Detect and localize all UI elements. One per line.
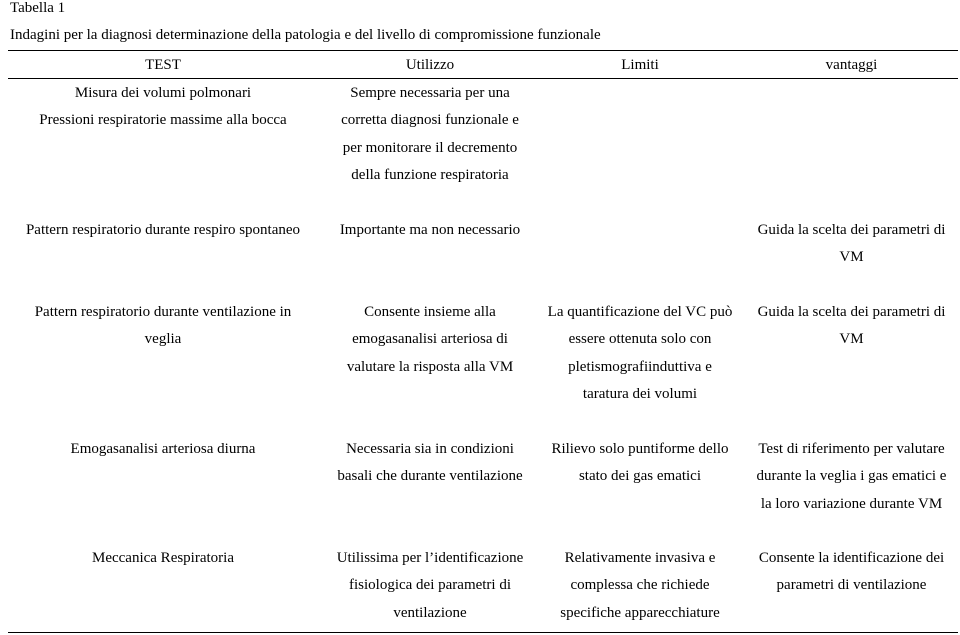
row-2-vantaggi-line: VM [839, 249, 864, 266]
row-4-limiti [540, 436, 740, 491]
row-3-test-line: Pattern respiratorio durante ventilazione in [34, 304, 292, 320]
row-3-vantaggi [743, 299, 960, 354]
row-3-test-line: veglia [144, 331, 182, 348]
row-4-utilizzo [320, 436, 540, 491]
row-3-utilizzo-line: Consente insieme alla [364, 304, 496, 320]
row-1-utilizzo-line: Sempre necessaria per una [350, 85, 510, 101]
row-3-utilizzo-line: emogasanalisi arteriosa di [352, 331, 508, 348]
row-2-utilizzo-line: Importante ma non necessario [339, 222, 521, 238]
row-5-vantaggi-line: Consente la identificazione dei [758, 550, 945, 566]
row-4-utilizzo-line: Necessaria sia in condizioni [346, 441, 514, 457]
table-caption: Tabella 1 [10, 0, 66, 16]
table-title: Indagini per la diagnosi determinazione della patologia e del livello di compromissione funzionale [10, 27, 601, 43]
row-3-limiti-line: pletismografiinduttiva e [568, 358, 712, 375]
row-2-test-line: Pattern respiratorio durante respiro spontaneo [25, 222, 301, 238]
row-3-limiti [540, 299, 740, 408]
row-4-vantaggi-line: la loro variazione durante VM [760, 495, 943, 512]
row-3-vantaggi-line: Guida la scelta dei parametri di [757, 304, 946, 320]
row-2-test [8, 217, 318, 244]
row-1-utilizzo-line: per monitorare il decremento [342, 139, 518, 156]
row-3-test [8, 299, 318, 354]
row-3-limiti-line: essere ottenuta solo con [568, 331, 712, 348]
row-1-test [8, 80, 318, 135]
row-2-vantaggi [743, 217, 960, 272]
row-1-test-line: Misura dei volumi polmonari [74, 85, 252, 101]
row-1-test-line: Pressioni respiratorie massime alla bocca [39, 112, 287, 129]
row-5-utilizzo-line: Utilissima per l’identificazione [336, 550, 524, 566]
row-5-limiti-line: complessa che richiede [570, 577, 710, 594]
row-5-utilizzo [320, 545, 540, 627]
row-3-limiti-line: La quantificazione del VC può [547, 304, 733, 320]
row-5-vantaggi-line: parametri di ventilazione [776, 577, 927, 594]
row-4-vantaggi-line: Test di riferimento per valutare [758, 441, 945, 457]
row-3-utilizzo [320, 299, 540, 381]
row-4-vantaggi [743, 436, 960, 518]
row-4-limiti-line: stato dei gas ematici [578, 468, 702, 485]
row-4-vantaggi-line: durante la veglia i gas ematici e [756, 468, 947, 485]
row-5-limiti [540, 545, 740, 627]
row-3-vantaggi-line: VM [839, 331, 864, 348]
row-4-utilizzo-line: basali che durante ventilazione [337, 468, 523, 485]
header-test: TEST [145, 57, 181, 73]
row-5-utilizzo-line: fisiologica dei parametri di [348, 577, 512, 594]
row-3-limiti-line: taratura dei volumi [582, 385, 698, 402]
row-4-test [8, 436, 318, 463]
row-5-test-line: Meccanica Respiratoria [91, 550, 234, 566]
row-5-utilizzo-line: ventilazione [393, 604, 467, 621]
row-4-limiti-line: Rilievo solo puntiforme dello [551, 441, 729, 457]
row-5-limiti-line: Relativamente invasiva e [564, 550, 716, 566]
header-rule [8, 78, 958, 79]
row-2-vantaggi-line: Guida la scelta dei parametri di [757, 222, 946, 238]
bottom-rule [8, 632, 958, 633]
row-1-utilizzo-line: corretta diagnosi funzionale e [341, 112, 519, 129]
header-vantaggi: vantaggi [825, 57, 878, 73]
row-5-test [8, 545, 318, 572]
row-5-vantaggi [743, 545, 960, 600]
header-utilizzo: Utilizzo [405, 57, 455, 73]
row-4-test-line: Emogasanalisi arteriosa diurna [70, 441, 256, 457]
row-1-utilizzo [320, 80, 540, 189]
row-3-utilizzo-line: valutare la risposta alla VM [346, 358, 514, 375]
top-rule [8, 50, 958, 51]
row-2-utilizzo [320, 217, 540, 244]
row-5-limiti-line: specifiche apparecchiature [560, 604, 720, 621]
row-1-utilizzo-line: della funzione respiratoria [351, 166, 509, 183]
header-limiti: Limiti [621, 57, 659, 73]
